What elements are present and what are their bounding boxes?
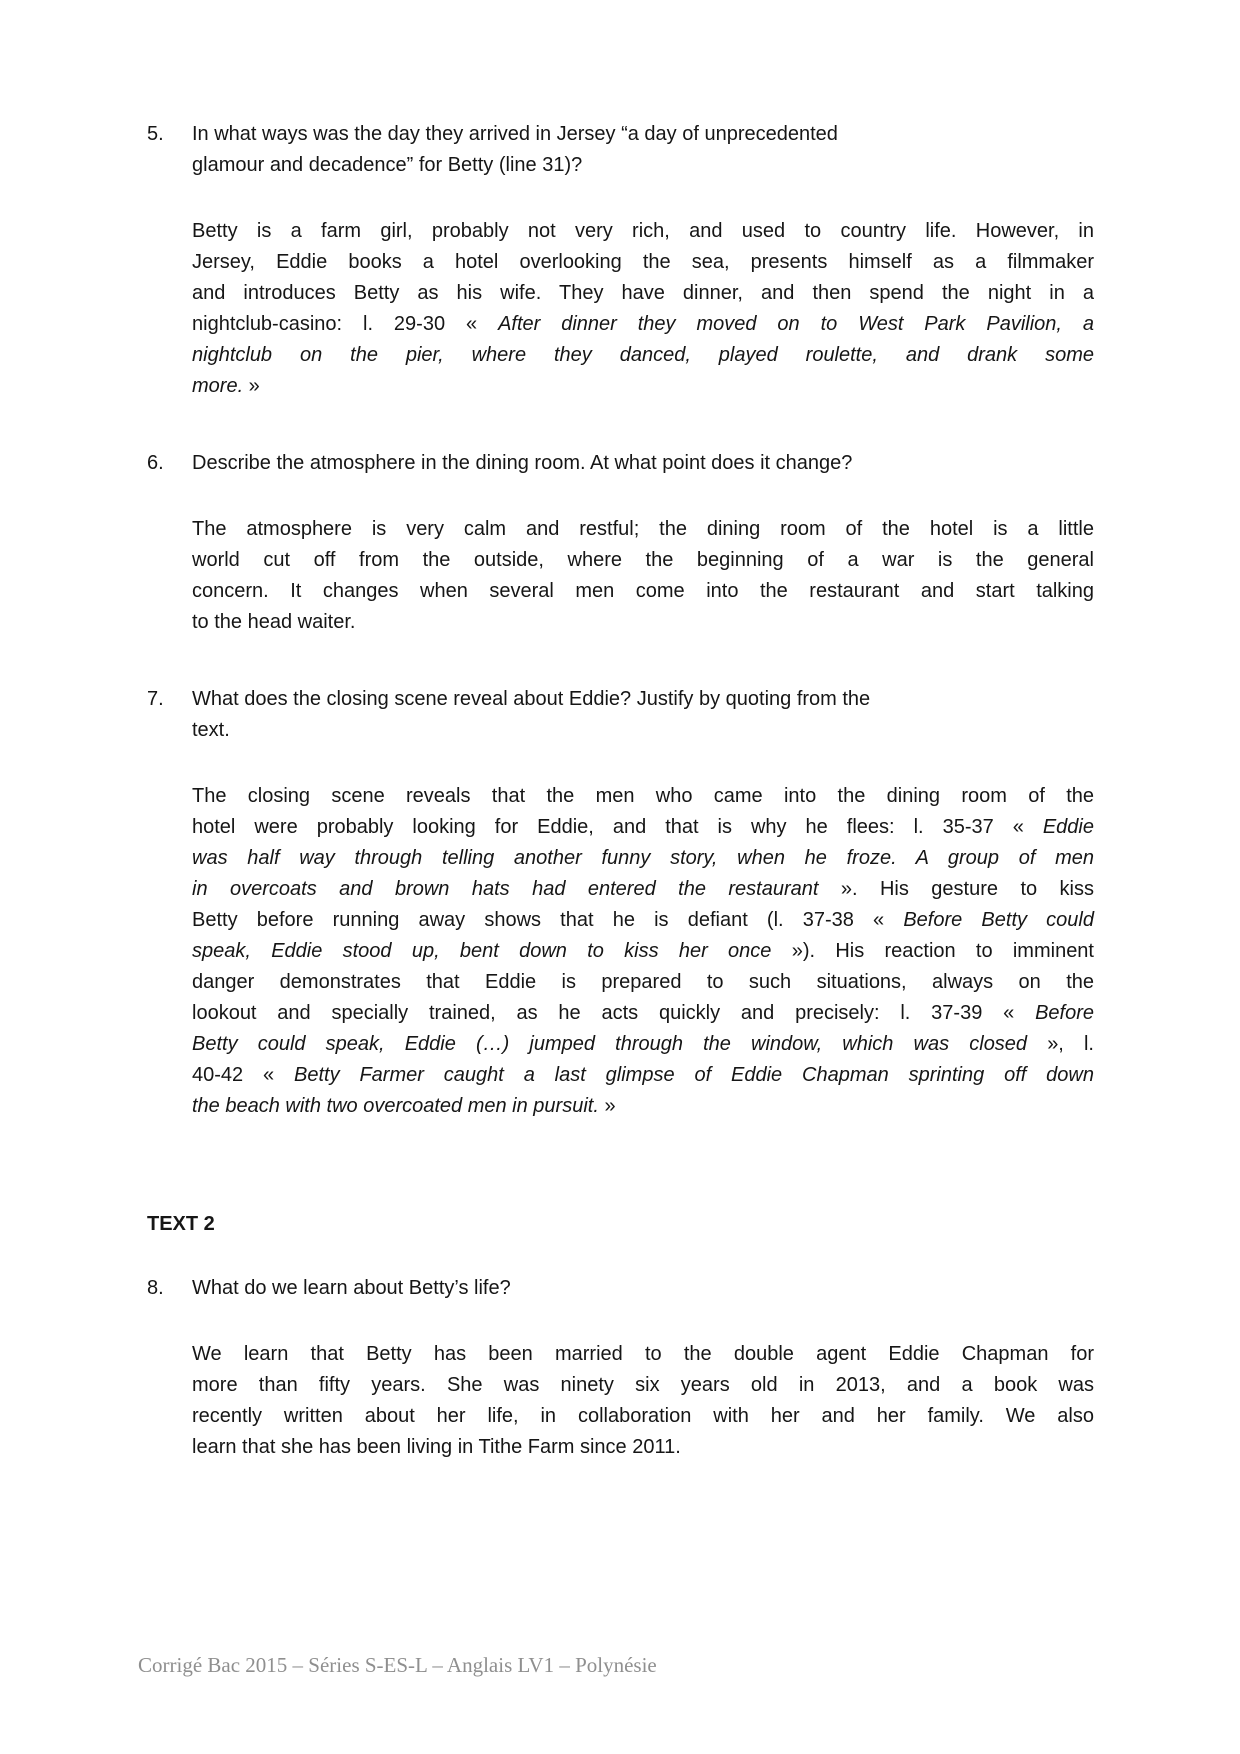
quoted-text: Eddie (1042, 816, 1094, 838)
text-line (192, 967, 1094, 998)
text-line (192, 576, 1094, 607)
text-line (192, 1432, 1094, 1463)
body-text: nightclub-casino: l. 29-30 « (192, 313, 499, 335)
body-text: hotel were probably looking for Eddie, and that is why he flees: l. 35-37 « (192, 816, 1043, 838)
body-text: text. (192, 719, 230, 741)
answer-paragraph (192, 1339, 1094, 1463)
body-text: In what ways was the day they arrived in Jersey “a day of unprecedented (192, 123, 838, 145)
body-text: We learn that Betty has been married to the double agent Eddie Chapman for (192, 1343, 1094, 1365)
answer-paragraph (192, 216, 1094, 402)
body-text: and introduces Betty as his wife. They have dinner, and then spend the night in a (192, 282, 1094, 304)
quoted-text: Before Betty could (903, 909, 1094, 931)
text-line (192, 309, 1094, 340)
body-text: Betty before running away shows that he is defiant (l. 37-38 « (192, 909, 904, 931)
footer-text: Corrigé Bac 2015 – Séries S-ES-L – Anglais LV1 – Polynésie (138, 1653, 657, 1677)
text-line (192, 1339, 1094, 1370)
question-text (192, 119, 1094, 181)
text-line (192, 1370, 1094, 1401)
body-text: 40-42 « (192, 1064, 295, 1086)
body-text: more than fifty years. She was ninety six years old in 2013, and a book was (192, 1374, 1094, 1396)
text-line (192, 1091, 1094, 1122)
question-number: 5. (147, 123, 164, 145)
body-text: What do we learn about Betty’s life? (192, 1277, 511, 1299)
body-text: to the head waiter. (192, 611, 356, 633)
answer-paragraph (192, 781, 1094, 1122)
text-line (192, 1060, 1094, 1091)
body-text: Jersey, Eddie books a hotel overlooking the sea, presents himself as a filmmaker (192, 251, 1094, 273)
body-text: world cut off from the outside, where the beginning of a war is the general (192, 549, 1094, 571)
body-text: glamour and decadence” for Betty (line 31)? (192, 154, 583, 176)
text-line (192, 150, 1094, 181)
text-line (192, 684, 1094, 715)
body-text: » (243, 375, 260, 397)
quoted-text: the beach with two overcoated men in pursuit. (192, 1095, 599, 1117)
text-line (192, 278, 1094, 309)
question-text (192, 1273, 1094, 1304)
quoted-text: more. (192, 375, 244, 397)
text-line (192, 936, 1094, 967)
text-line (192, 340, 1094, 371)
text-line (192, 812, 1094, 843)
quoted-text: in overcoats and brown hats had entered the restaurant (192, 878, 819, 900)
body-text: The closing scene reveals that the men who came into the dining room of the (192, 785, 1094, 807)
body-text: Describe the atmosphere in the dining room. At what point does it change? (192, 452, 853, 474)
question-item (147, 684, 1094, 746)
quoted-text: After dinner they moved on to West Park Pavilion, a (498, 313, 1094, 335)
text-line (192, 448, 1094, 479)
question-item (147, 119, 1094, 181)
question-number: 8. (147, 1277, 164, 1299)
document-content (147, 119, 1094, 1463)
body-text: What does the closing scene reveal about Eddie? Justify by quoting from the (192, 688, 871, 710)
body-text: »). His reaction to imminent (771, 940, 1094, 962)
question-number: 7. (147, 688, 164, 710)
quoted-text: speak, Eddie stood up, bent down to kiss her once (192, 940, 772, 962)
body-text: recently written about her life, in collaboration with her and her family. We also (192, 1405, 1094, 1427)
quoted-text: Betty Farmer caught a last glimpse of Eddie Chapman sprinting off down (294, 1064, 1094, 1086)
text-line (192, 119, 1094, 150)
answer-paragraph (192, 514, 1094, 638)
question-item (147, 1273, 1094, 1304)
quoted-text: Before (1035, 1002, 1094, 1024)
body-text: » (598, 1095, 616, 1117)
question-text (192, 684, 1094, 746)
question-number: 6. (147, 452, 164, 474)
body-text: learn that she has been living in Tithe Farm since 2011. (192, 1436, 681, 1458)
text-line (192, 715, 1094, 746)
text-line (192, 781, 1094, 812)
quoted-text: nightclub on the pier, where they danced, played roulette, and drank some (192, 344, 1094, 366)
text-line (192, 247, 1094, 278)
text-line (192, 514, 1094, 545)
text-line (192, 545, 1094, 576)
text-line (192, 998, 1094, 1029)
text-line (192, 874, 1094, 905)
text-line (192, 905, 1094, 936)
body-text: », l. (1027, 1033, 1094, 1055)
text-line (192, 1029, 1094, 1060)
body-text: danger demonstrates that Eddie is prepared to such situations, always on the (192, 971, 1094, 993)
section-heading: TEXT 2 (147, 1213, 215, 1235)
question-item (147, 448, 1094, 479)
text-line (192, 371, 1094, 402)
text-line (192, 216, 1094, 247)
text-line (192, 607, 1094, 638)
body-text: concern. It changes when several men come into the restaurant and start talking (192, 580, 1094, 602)
quoted-text: Betty could speak, Eddie (…) jumped through the window, which was closed (192, 1033, 1028, 1055)
question-text (192, 448, 1094, 479)
body-text: lookout and specially trained, as he acts quickly and precisely: l. 37-39 « (192, 1002, 1036, 1024)
body-text: Betty is a farm girl, probably not very rich, and used to country life. However, in (192, 220, 1094, 242)
text-line (192, 1401, 1094, 1432)
quoted-text: was half way through telling another funny story, when he froze. A group of men (192, 847, 1094, 869)
text-line (192, 843, 1094, 874)
body-text: The atmosphere is very calm and restful; the dining room of the hotel is a little (192, 518, 1094, 540)
text-line (192, 1273, 1094, 1304)
body-text: ». His gesture to kiss (818, 878, 1094, 900)
